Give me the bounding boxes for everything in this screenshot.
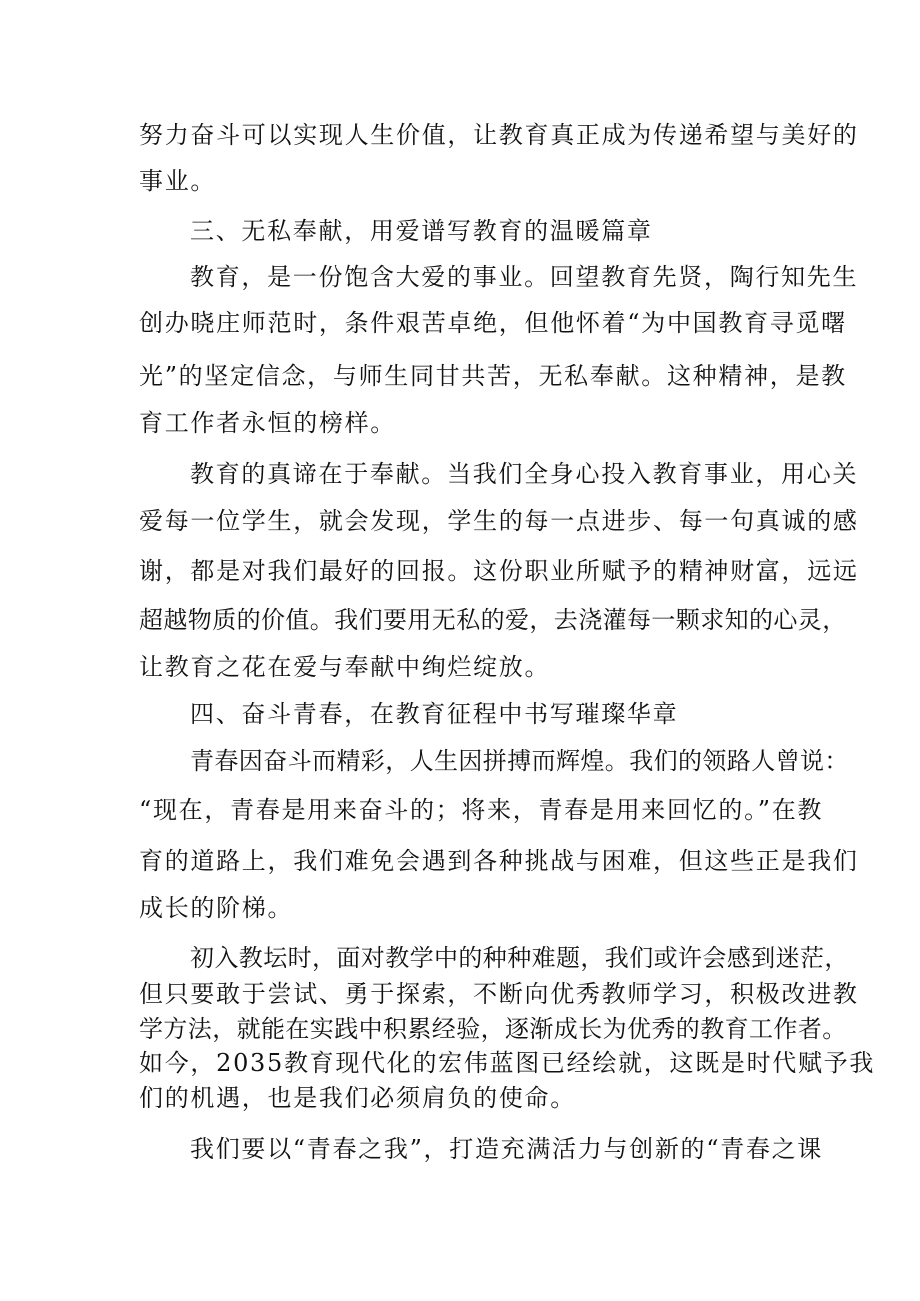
paragraph-line: 谢，都是对我们最好的回报。这份职业所赋予的精神财富，远远 [139,557,859,585]
paragraph-line: 事业。 [139,167,217,195]
paragraph-line: 教育，是一份饱含大爱的事业。回望教育先贤，陶行知先生 [190,263,859,291]
paragraph-line: 但只要敢于尝试、勇于探索，不断向优秀教师学习，积极改进教 [139,980,859,1008]
section-heading: 四、奋斗青春，在教育征程中书写璀璨华章 [190,700,679,728]
paragraph-line: 如今，2035教育现代化的宏伟蓝图已经绘就，这既是时代赋予我 [139,1049,876,1077]
paragraph-line: 教育的真谛在于奉献。当我们全身心投入教育事业，用心关 [190,460,859,488]
paragraph-line: 青春因奋斗而精彩，人生因拼搏而辉煌。我们的领路人曾说： [190,747,849,775]
paragraph-line: 创办晓庄师范时，条件艰苦卓绝，但他怀着“为中国教育寻觅曙 [139,309,847,337]
section-heading: 三、无私奉献，用爱谱写教育的温暖篇章 [190,217,653,245]
paragraph-line: 我们要以“青春之我”，打造充满活力与创新的“青春之课 [190,1135,824,1163]
paragraph-line: 光”的坚定信念，与师生同甘共苦，无私奉献。这种精神，是教 [139,362,847,390]
paragraph-line: 学方法，就能在实践中积累经验，逐渐成长为优秀的教育工作者。 [139,1015,847,1043]
paragraph-line: 让教育之花在爱与奉献中绚烂绽放。 [139,653,551,681]
paragraph-line: 努力奋斗可以实现人生价值，让教育真正成为传递希望与美好的 [139,121,859,149]
paragraph-line: “现在，青春是用来奋斗的；将来，青春是用来回忆的。”在教 [139,796,824,824]
paragraph-line: 们的机遇，也是我们必须肩负的使命。 [139,1084,576,1112]
paragraph-line: 成长的阶梯。 [139,894,294,922]
paragraph-line: 爱每一位学生，就会发现，学生的每一点进步、每一句真诚的感 [139,507,859,535]
paragraph-line: 育的道路上，我们难免会遇到各种挑战与困难，但这些正是我们 [139,847,859,875]
paragraph-line: 初入教坛时，面对教学中的种种难题，我们或许会感到迷茫， [190,944,849,972]
paragraph-line: 超越物质的价值。我们要用无私的爱，去浇灌每一颗求知的心灵， [139,606,847,634]
paragraph-line: 育工作者永恒的榜样。 [139,409,396,437]
